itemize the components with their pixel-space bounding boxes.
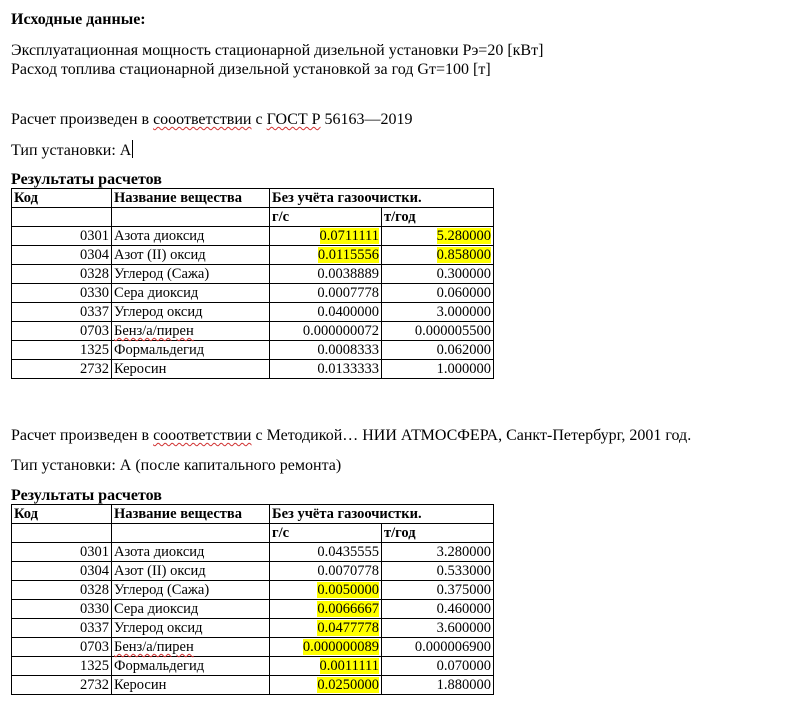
cell-code: 0330 <box>12 600 112 619</box>
cell-gs: 0.0133333 <box>270 360 382 379</box>
install-type-line-1[interactable] <box>11 140 133 160</box>
cell-substance: Углерод (Сажа) <box>112 265 270 284</box>
cell-tyear: 3.600000 <box>382 619 494 638</box>
highlighted-value: 0.0011111 <box>319 658 379 674</box>
cell-tyear: 0.533000 <box>382 562 494 581</box>
cell-gs <box>270 657 382 676</box>
install-type-line-2: Тип установки: А (после капитального ремонта) <box>11 457 342 474</box>
table-subheader-row <box>12 208 494 227</box>
cell-code: 0328 <box>12 265 112 284</box>
cell-substance: Формальдегид <box>112 341 270 360</box>
fuel-line: Расход топлива стационарной дизельной установкой за год Gт=100 [т] <box>11 61 491 78</box>
table-row <box>12 543 494 562</box>
text-cursor <box>132 140 133 158</box>
subheader-empty-code <box>12 524 112 543</box>
cell-substance: Формальдегид <box>112 657 270 676</box>
cell-substance: Азота диоксид <box>112 543 270 562</box>
subheader-empty-name <box>112 208 270 227</box>
table-header-row <box>12 505 494 524</box>
cell-tyear: 3.280000 <box>382 543 494 562</box>
table-row <box>12 600 494 619</box>
substance-label: Бенз/а/пирен <box>114 639 194 655</box>
cell-gs: 0.0007778 <box>270 284 382 303</box>
cell-tyear: 0.000006900 <box>382 638 494 657</box>
results-title-2: Результаты расчетов <box>11 487 162 504</box>
cell-gs <box>270 246 382 265</box>
input-heading: Исходные данные: <box>11 11 146 28</box>
cell-substance <box>112 322 270 341</box>
highlighted-value: 0.0115556 <box>317 247 379 263</box>
highlighted-value: 5.280000 <box>436 228 491 244</box>
cell-gs <box>270 676 382 695</box>
highlighted-value: 0.0477778 <box>317 620 379 636</box>
calc-mid: с <box>251 111 267 128</box>
cell-gs <box>270 619 382 638</box>
table-row <box>12 265 494 284</box>
cell-code: 0337 <box>12 303 112 322</box>
cell-substance <box>112 638 270 657</box>
table-row <box>12 284 494 303</box>
table-header-row <box>12 189 494 208</box>
calc-gost: ГОСТ Р <box>266 111 321 128</box>
cell-code: 0328 <box>12 581 112 600</box>
calc-basis-line-1 <box>11 110 413 129</box>
cell-code: 1325 <box>12 341 112 360</box>
table-row <box>12 562 494 581</box>
cell-tyear <box>382 227 494 246</box>
cell-tyear: 1.000000 <box>382 360 494 379</box>
cell-code: 0301 <box>12 543 112 562</box>
cell-tyear: 1.880000 <box>382 676 494 695</box>
cell-tyear: 0.062000 <box>382 341 494 360</box>
cell-gs: 0.0435555 <box>270 543 382 562</box>
cell-tyear <box>382 246 494 265</box>
cell-code: 1325 <box>12 657 112 676</box>
calc-suffix: с Методикой… НИИ АТМОСФЕРА, Санкт-Петербург, 2001 год. <box>251 427 692 444</box>
header-tyear: т/год <box>382 208 494 227</box>
calc-prefix: Расчет произведен в <box>11 427 154 444</box>
results-table-1 <box>11 188 494 379</box>
table-row <box>12 657 494 676</box>
cell-code: 0301 <box>12 227 112 246</box>
cell-substance: Керосин <box>112 360 270 379</box>
highlighted-value: 0.000000089 <box>302 639 379 655</box>
cell-gs: 0.000000072 <box>270 322 382 341</box>
cell-substance: Углерод оксид <box>112 303 270 322</box>
header-name: Название вещества <box>112 189 270 208</box>
cell-gs: 0.0008333 <box>270 341 382 360</box>
cell-substance: Сера диоксид <box>112 284 270 303</box>
cell-gs <box>270 581 382 600</box>
highlighted-value: 0.0711111 <box>319 228 379 244</box>
cell-code: 0703 <box>12 638 112 657</box>
cell-gs <box>270 638 382 657</box>
table-row <box>12 676 494 695</box>
highlighted-value: 0.858000 <box>436 247 491 263</box>
table-row <box>12 227 494 246</box>
table-row <box>12 303 494 322</box>
table-row <box>12 619 494 638</box>
header-gs: г/с <box>270 524 382 543</box>
header-group: Без учёта газоочистки. <box>270 505 494 524</box>
cell-gs <box>270 600 382 619</box>
substance-label: Бенз/а/пирен <box>114 323 194 339</box>
highlighted-value: 0.0050000 <box>317 582 379 598</box>
subheader-empty-code <box>12 208 112 227</box>
cell-code: 0304 <box>12 246 112 265</box>
calc-prefix: Расчет произведен в <box>11 111 154 128</box>
cell-gs: 0.0038889 <box>270 265 382 284</box>
cell-code: 0703 <box>12 322 112 341</box>
table-row <box>12 341 494 360</box>
header-tyear: т/год <box>382 524 494 543</box>
cell-substance: Керосин <box>112 676 270 695</box>
cell-substance: Азот (II) оксид <box>112 246 270 265</box>
header-code: Код <box>12 505 112 524</box>
header-name: Название вещества <box>112 505 270 524</box>
table-row <box>12 322 494 341</box>
cell-substance: Азот (II) оксид <box>112 562 270 581</box>
table-row <box>12 246 494 265</box>
cell-substance: Углерод (Сажа) <box>112 581 270 600</box>
header-group: Без учёта газоочистки. <box>270 189 494 208</box>
cell-substance: Углерод оксид <box>112 619 270 638</box>
cell-substance: Сера диоксид <box>112 600 270 619</box>
cell-code: 2732 <box>12 676 112 695</box>
cell-code: 2732 <box>12 360 112 379</box>
table-subheader-row <box>12 524 494 543</box>
header-code: Код <box>12 189 112 208</box>
cell-tyear: 0.060000 <box>382 284 494 303</box>
cell-code: 0304 <box>12 562 112 581</box>
results-title-1: Результаты расчетов <box>11 171 162 188</box>
cell-gs <box>270 227 382 246</box>
highlighted-value: 0.0066667 <box>317 601 379 617</box>
header-gs: г/с <box>270 208 382 227</box>
cell-tyear: 0.070000 <box>382 657 494 676</box>
install-type-text: Тип установки: А <box>11 142 132 159</box>
table-row <box>12 581 494 600</box>
cell-tyear: 0.375000 <box>382 581 494 600</box>
cell-tyear: 0.300000 <box>382 265 494 284</box>
results-table-2 <box>11 504 494 695</box>
cell-substance: Азота диоксид <box>112 227 270 246</box>
subheader-empty-name <box>112 524 270 543</box>
cell-gs: 0.0400000 <box>270 303 382 322</box>
cell-tyear: 3.000000 <box>382 303 494 322</box>
power-line: Эксплуатационная мощность стационарной дизельной установки Pэ=20 [кВт] <box>11 42 544 59</box>
calc-suffix: 56163—2019 <box>320 111 413 128</box>
calc-typo-word: сооответствии <box>153 427 252 444</box>
calc-basis-line-2 <box>11 426 691 445</box>
cell-code: 0330 <box>12 284 112 303</box>
table-row <box>12 638 494 657</box>
highlighted-value: 0.0250000 <box>317 677 379 693</box>
cell-tyear: 0.460000 <box>382 600 494 619</box>
cell-code: 0337 <box>12 619 112 638</box>
calc-typo-word: сооответствии <box>153 111 252 128</box>
table-row <box>12 360 494 379</box>
cell-gs: 0.0070778 <box>270 562 382 581</box>
cell-tyear: 0.000005500 <box>382 322 494 341</box>
